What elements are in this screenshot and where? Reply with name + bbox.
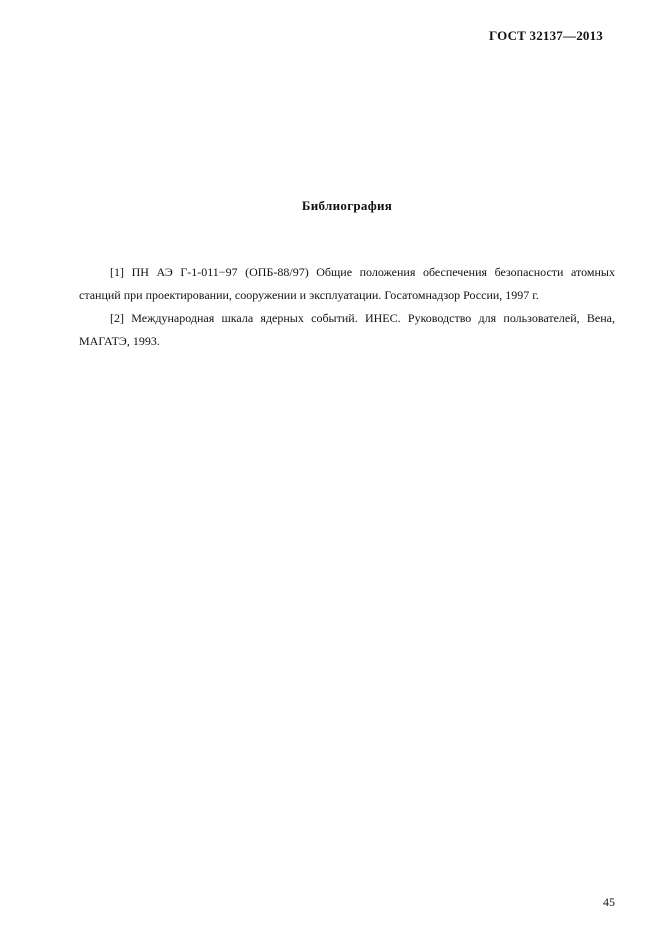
bibliography-item: [1] ПН АЭ Г-1-011−97 (ОПБ-88/97) Общие положения обеспечения безопасности атомных станций при проектировании, сооружении и эксплуатации. Госатомнадзор России, 1997 г. [79, 265, 615, 302]
bibliography-list [79, 261, 615, 353]
bibliography-item: [2] Международная шкала ядерных событий. ИНЕС. Руководство для пользователей, Вена, МАГАТЭ, 1993. [79, 311, 615, 348]
document-code-header: ГОСТ 32137—2013 [488, 28, 603, 43]
bibliography-title: Библиография [301, 198, 393, 213]
page-number: 45 [603, 895, 615, 909]
